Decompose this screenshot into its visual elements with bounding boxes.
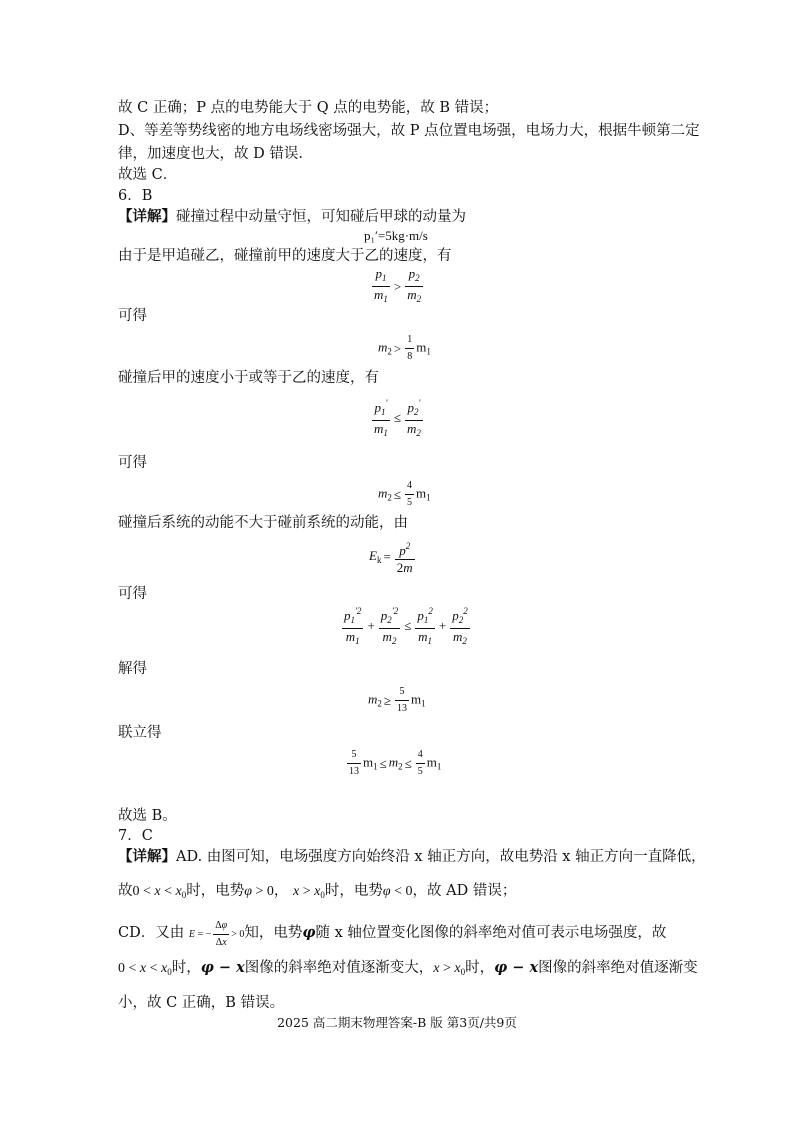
paragraph-line: 故$0 < x < x_0$时，电势φ > 0， $x > x_0$时，电势φ < 0，故 AD 错误； [118,883,517,900]
paragraph-line: D、等差等势线密的地方电场线密场强大，故 P 点位置电场强，电场力大，根据牛顿第二定 [118,123,700,139]
paragraph-line [118,847,706,867]
line-text: 时， [171,960,201,976]
paragraph-line [118,207,466,227]
paragraph-line: 可得 [118,586,147,602]
equation-inequality-before: $\frac{p_1}{m_1}$ > $\frac{p_2}{m_2}$ [374,266,422,304]
paragraph-line: 联立得 [118,725,162,741]
line-text: 时，电势 [186,883,245,899]
detail-tag: 【详解】 [118,208,176,225]
paragraph-line: 碰撞后甲的速度小于或等于乙的速度，有 [118,370,379,386]
paragraph-line: 由于是甲追碰乙，碰撞前甲的速度大于乙的速度，有 [118,248,452,264]
line-text: 图像的斜率绝对值逐渐变大， [244,960,434,976]
paragraph-line: 小，故 C 正确，B 错误。 [118,995,285,1011]
question-number: 6．B [118,188,153,204]
line-text: CD．又由 [118,924,185,941]
equation-m2-upper-bound: $m_2$ ≤ $\frac{4}{5}$ $m_1$ [378,480,431,508]
equation-m2-result: $m_2$ ≥ $\frac{5}{13}$ $m_1$ [368,686,426,714]
line-text: 图像的斜率绝对值逐渐变 [538,960,698,976]
equation-m2-lower-bound: $m_2$ > $\frac{1}{8}$ $m_1$ [378,334,431,362]
question-number: 7．C [118,828,153,844]
paragraph-line: 解得 [118,661,147,677]
detail-tag: 【详解】 [118,848,176,865]
line-text: ，故 AD 错误； [412,883,517,899]
page-footer: 2025 高二期末物理答案-B 版 第3页/共9页 [277,1015,517,1030]
equation-inequality-after: $\frac{p_1'}{m_1}$ ≤ $\frac{p_2'}{m_2}$ [370,395,425,441]
paragraph-line: 故选 C． [118,167,178,183]
line-text: AD. 由图可知，电场强度方向始终沿 x 轴正方向，故电势沿 x 轴正方向一直降低， [176,849,706,865]
line-text: 时， [465,960,495,976]
equation-momentum: p₁′=5kg·m/s [364,228,428,243]
paragraph-line: 故 C 正确；P 点的电势能大于 Q 点的电势能，故 B 错误； [118,100,499,116]
paragraph-line: 可得 [118,455,147,471]
line-text: 随 x 轴位置变化图像的斜率绝对值可表示电场强度，故 [315,924,667,941]
paragraph-line: CD．又由 E = − $\frac{\Delta\varphi}{\Delta x}$ > 0知，电势φ随 x 轴位置变化图像的斜率绝对值可表示电场强度，故 [118,920,667,948]
equation-kinetic-energy: $E_k$ = $\frac{p^2}{2m}$ [369,538,417,576]
line-text: ， [273,883,289,899]
paragraph-line: 律，加速度也大，故 D 错误. [118,146,303,162]
equation-energy-inequality: $\frac{p_1^{'2}}{m_1}$ + $\frac{p_2^{'2}}{m_2}$ ≤ $\frac{p_1^2}{m_1}$ + $\frac{p_2^2}{m_2}$ [340,603,472,649]
line-text: 时，电势 [324,883,383,899]
paragraph-line: $0 < x < x_0$时，φ − x图像的斜率绝对值逐渐变大，$x > x_0$时，φ − x图像的斜率绝对值逐渐变 [118,959,698,977]
line-text: 故 [118,883,133,899]
line-text: 知，电势 [244,924,303,941]
paragraph-line: 碰撞后系统的动能不大于碰前系统的动能，由 [118,515,408,531]
paragraph-line: 故选 B。 [118,808,177,824]
paragraph-line: 可得 [118,308,147,324]
line-text: 碰撞过程中动量守恒，可知碰后甲球的动量为 [176,209,466,225]
equation-combined-range: $\frac{5}{13}$ $m_1 \le m_2$ ≤ $\frac{4}{5}$ $m_1$ [349,749,442,777]
